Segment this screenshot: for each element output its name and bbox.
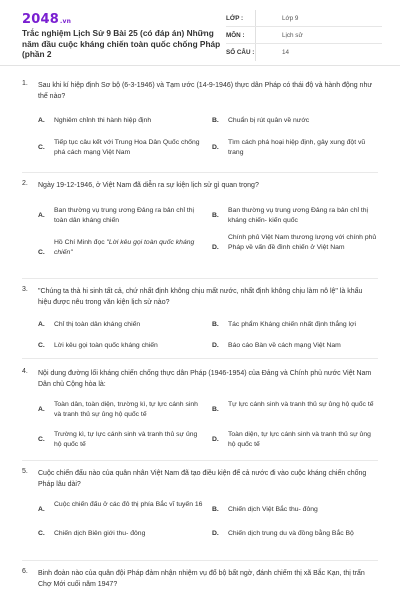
option-letter: D. — [212, 530, 219, 537]
option-text-quote: "Lời kêu gọi toàn quốc kháng chiến" — [54, 239, 195, 256]
question-number: 6. — [22, 568, 28, 575]
option-text: Chỉ thị toàn dân kháng chiến — [54, 321, 141, 328]
meta-row-count — [226, 44, 382, 61]
question-text: Binh đoàn nào của quân đội Pháp đảm nhận nhiệm vụ đổ bộ bất ngờ, đánh chiếm thị xã Bắc Kạn, thị trấn Chợ Mới cuối năm 1947? — [38, 570, 365, 588]
document-header — [0, 0, 400, 66]
option-text: Chiến dịch trung du và đồng bằng Bắc Bộ — [228, 530, 354, 537]
page-title: Trắc nghiệm Lịch Sử 9 Bài 25 (có đáp án) Những năm đầu cuộc kháng chiến toàn quốc chống Pháp (phần 2 — [22, 28, 221, 59]
divider — [22, 358, 378, 359]
option-letter: D. — [212, 342, 219, 349]
option-letter: A. — [38, 506, 45, 513]
option-text: Tiếp tục câu kết với Trung Hoa Dân Quốc chống phá cách mạng Việt Nam — [54, 139, 200, 156]
option-text-main: Hồ Chí Minh đọc — [54, 239, 107, 246]
option-text: Chiến dịch Biên giới thu- đông — [54, 530, 146, 537]
option-text: Lời kêu gọi toàn quốc kháng chiến — [54, 342, 158, 349]
option-text: Nghiêm chỉnh thi hành hiệp định — [54, 117, 152, 124]
divider — [22, 172, 378, 173]
option-letter: C. — [38, 144, 45, 151]
option-letter: A. — [38, 212, 45, 219]
meta-value: Lịch sử — [282, 31, 303, 39]
option-letter: D. — [212, 244, 219, 251]
option-letter: B. — [212, 117, 219, 124]
option-letter: D. — [212, 436, 219, 443]
meta-row-subject — [226, 27, 382, 44]
option-letter: D. — [212, 144, 219, 151]
question-text: Sau khi kí hiệp định Sơ bộ (6-3-1946) và Tạm ước (14-9-1946) thực dân Pháp có thái độ và hành động như thế nào? — [38, 82, 373, 100]
meta-value: 14 — [282, 49, 290, 56]
option-text: Trường kì, tự lực cánh sinh và tranh thủ sự ủng hộ quốc tế — [54, 431, 198, 448]
option-letter: B. — [212, 506, 219, 513]
question-text: Nội dung đường lối kháng chiến chống thực dân Pháp (1946-1954) của Đảng và Chính phủ nước Việt Nam Dân chủ Cộng hòa là: — [38, 370, 372, 388]
option-letter: C. — [38, 530, 45, 537]
question-text: Cuộc chiến đấu nào của quân nhân Việt Nam đã tạo điều kiện để cả nước đi vào cuộc kháng chiến chống Pháp lâu dài? — [38, 470, 367, 488]
option-text — [54, 238, 206, 258]
option-letter: B. — [212, 406, 219, 413]
meta-label: MÔN : — [226, 27, 256, 43]
question-text: Ngày 19-12-1946, ở Việt Nam đã diễn ra sự kiện lịch sử gì quan trọng? — [38, 182, 259, 189]
option-text: Ban thường vụ trung ương Đảng ra bản chỉ thị kháng chiến- kiến quốc — [228, 207, 369, 224]
question-number: 2. — [22, 180, 28, 187]
divider — [22, 278, 378, 279]
option-letter: A. — [38, 321, 45, 328]
meta-label: SỐ CÂU : — [226, 44, 256, 61]
option-letter: C. — [38, 342, 45, 349]
option-letter: B. — [212, 321, 219, 328]
option-text: Báo cáo Bàn về cách mạng Việt Nam — [228, 342, 341, 349]
meta-value: Lớp 9 — [282, 14, 299, 22]
option-letter: C. — [38, 249, 45, 256]
meta-table — [226, 10, 382, 61]
question-number: 3. — [22, 286, 28, 293]
option-text: Chính phủ Việt Nam thương lượng với chính phủ Pháp về vấn đề đình chiến ở Việt Nam — [228, 234, 377, 251]
logo-suffix: .vn — [59, 18, 72, 25]
option-text: Tự lực cánh sinh và tranh thủ sự ủng hộ quốc tế — [228, 401, 374, 408]
question-number: 1. — [22, 80, 28, 87]
divider — [22, 460, 378, 461]
meta-row-class — [226, 10, 382, 27]
question-text: "Chúng ta thà hi sinh tất cả, chứ nhất định không chịu mất nước, nhất định không chịu làm nô lệ" là khẩu hiệu được nêu trong văn kiện lịch sử nào? — [38, 288, 363, 306]
option-text: Cuộc chiến đấu ở các đô thị phía Bắc vĩ tuyến 16 — [54, 501, 203, 508]
option-letter: A. — [38, 117, 45, 124]
question-number: 5. — [22, 468, 28, 475]
option-text: Toàn diện, tự lực cánh sinh và tranh thủ sự ủng hộ quốc tế — [228, 431, 371, 448]
divider — [22, 560, 378, 561]
option-text: Tìm cách phá hoại hiệp định, gây xung đột vũ trang — [228, 139, 366, 156]
site-logo[interactable] — [22, 12, 71, 27]
option-letter: B. — [212, 212, 219, 219]
option-text: Chiến dịch Việt Bắc thu- đông — [228, 506, 318, 513]
meta-label: LỚP : — [226, 10, 256, 26]
logo-text: 2048 — [22, 12, 59, 27]
option-text: Ban thường vụ trung ương Đảng ra bản chỉ thị toàn dân kháng chiến — [54, 207, 195, 224]
option-text: Tác phẩm Kháng chiến nhất định thắng lợi — [228, 321, 357, 328]
option-text: Toàn dân, toàn diện, trường kì, tự lực cánh sinh và tranh thủ sự ủng hộ quốc tế — [54, 401, 198, 418]
option-text: Chuẩn bị rút quân về nước — [228, 117, 310, 124]
question-number: 4. — [22, 368, 28, 375]
option-letter: C. — [38, 436, 45, 443]
option-letter: A. — [38, 406, 45, 413]
